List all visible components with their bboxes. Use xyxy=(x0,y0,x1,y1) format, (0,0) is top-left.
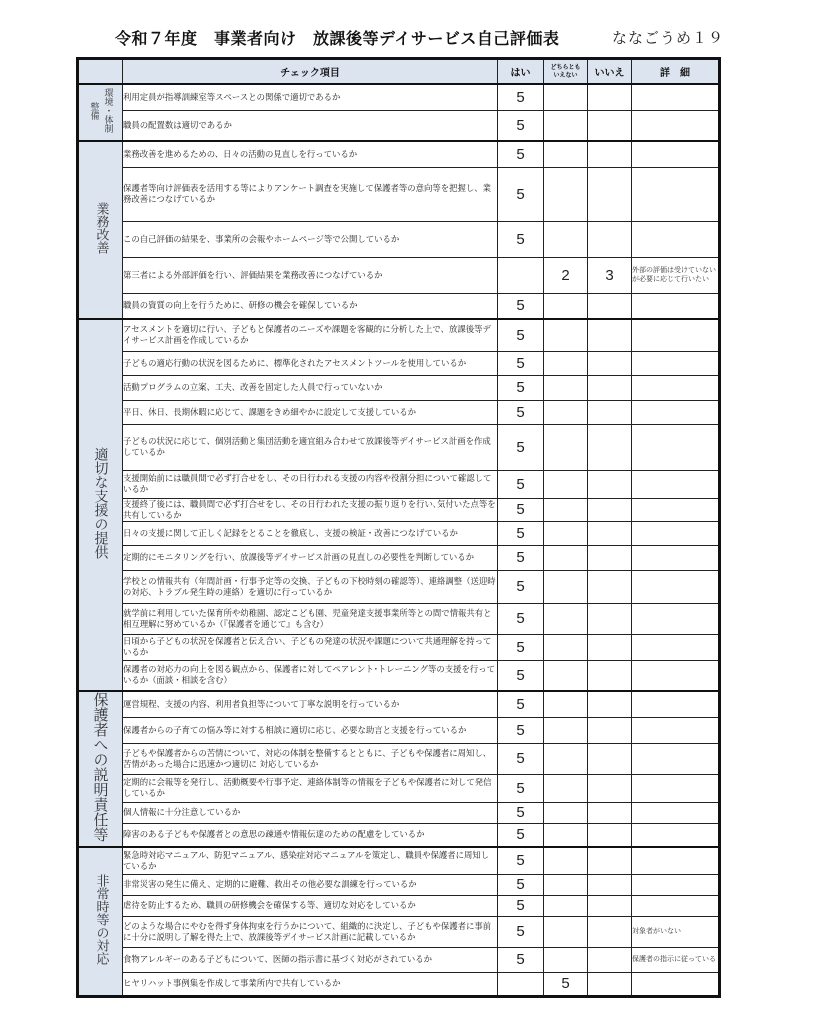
check-item-text: 運営規程、支援の内容、利用者負担等について丁寧な説明を行っているか xyxy=(123,691,498,718)
table-row xyxy=(78,603,720,634)
table-row xyxy=(78,570,720,603)
neither-value xyxy=(544,400,588,424)
no-value xyxy=(588,847,632,874)
section-label: 環境・体制整備 xyxy=(88,88,113,133)
header-detail: 詳 細 xyxy=(632,59,720,85)
check-item-text: 非常災害の発生に備え、定期的に避難、救出その他必要な訓練を行っているか xyxy=(123,874,498,895)
no-value xyxy=(588,400,632,424)
no-value xyxy=(588,802,632,823)
yes-value xyxy=(498,257,544,293)
neither-value xyxy=(544,895,588,916)
check-item-text: 保護者からの子育ての悩み等に対する相談に適切に応じ、必要な助言と支援を行っているか xyxy=(123,718,498,744)
detail-note xyxy=(632,167,720,221)
detail-note xyxy=(632,319,720,351)
table-row xyxy=(78,470,720,498)
neither-value xyxy=(544,375,588,400)
header-check-item: チェック項目 xyxy=(123,59,498,85)
yes-value: 5 xyxy=(498,424,544,470)
detail-note xyxy=(632,874,720,895)
detail-note xyxy=(632,110,720,141)
neither-value xyxy=(544,293,588,319)
yes-value: 5 xyxy=(498,916,544,947)
detail-note xyxy=(632,375,720,400)
check-item-text: 職員の資質の向上を行うために、研修の機会を確保しているか xyxy=(123,293,498,319)
table-row xyxy=(78,972,720,996)
detail-note xyxy=(632,660,720,691)
no-value xyxy=(588,744,632,774)
yes-value: 5 xyxy=(498,744,544,774)
detail-note xyxy=(632,351,720,375)
table-row xyxy=(78,545,720,570)
yes-value: 5 xyxy=(498,660,544,691)
neither-value xyxy=(544,744,588,774)
neither-value xyxy=(544,498,588,521)
header-section xyxy=(78,59,123,85)
yes-value: 5 xyxy=(498,545,544,570)
table-row xyxy=(78,660,720,691)
detail-note xyxy=(632,744,720,774)
no-value xyxy=(588,570,632,603)
section-label-cell xyxy=(78,847,123,996)
no-value xyxy=(588,498,632,521)
detail-note xyxy=(632,570,720,603)
neither-value xyxy=(544,84,588,110)
table-body xyxy=(78,84,720,996)
table-row xyxy=(78,400,720,424)
detail-note xyxy=(632,718,720,744)
check-item-text: ヒヤリハット事例集を作成して事業所内で共有しているか xyxy=(123,972,498,996)
table-row xyxy=(78,634,720,660)
detail-note: 保護者の指示に従っている xyxy=(632,947,720,972)
section-label: 業務改善 xyxy=(93,202,109,254)
no-value xyxy=(588,895,632,916)
section-label: 適切な支援の提供 xyxy=(92,447,109,559)
detail-note xyxy=(632,521,720,545)
neither-value xyxy=(544,570,588,603)
section-label-cell xyxy=(78,319,123,691)
no-value xyxy=(588,947,632,972)
yes-value: 5 xyxy=(498,110,544,141)
detail-note xyxy=(632,691,720,718)
detail-note xyxy=(632,603,720,634)
check-item-text: 第三者による外部評価を行い、評価結果を業務改善につなげているか xyxy=(123,257,498,293)
check-item-text: どのような場合にやむを得ず身体拘束を行うかについて、組織的に決定し、子どもや保護者に事前に十分に説明し了解を得た上で、放課後等デイサービス計画に記載しているか xyxy=(123,916,498,947)
neither-value xyxy=(544,424,588,470)
check-item-text: 障害のある子どもや保護者との意思の疎通や情報伝達のための配慮をしているか xyxy=(123,823,498,847)
neither-value xyxy=(544,691,588,718)
check-item-text: 就学前に利用していた保育所や幼稚園、認定こども園、児童発達支援事業所等との間で情報共有と相互理解に努めているか（『保護者を通じて』も含む） xyxy=(123,603,498,634)
neither-value xyxy=(544,221,588,257)
detail-note xyxy=(632,141,720,167)
detail-note xyxy=(632,400,720,424)
neither-value xyxy=(544,545,588,570)
neither-value xyxy=(544,774,588,802)
table-row xyxy=(78,293,720,319)
table-row xyxy=(78,874,720,895)
detail-note xyxy=(632,634,720,660)
section-label: 保護者への説明責任等 xyxy=(91,692,110,842)
check-item-text: 虐待を防止するため、職員の研修機会を確保する等、適切な対応をしているか xyxy=(123,895,498,916)
no-value xyxy=(588,167,632,221)
yes-value: 5 xyxy=(498,874,544,895)
yes-value: 5 xyxy=(498,351,544,375)
neither-value xyxy=(544,141,588,167)
neither-value: 2 xyxy=(544,257,588,293)
yes-value: 5 xyxy=(498,221,544,257)
table-row xyxy=(78,802,720,823)
check-item-text: アセスメントを適切に行い、子どもと保護者のニーズや課題を客観的に分析した上で、放課後等デイサービス計画を作成しているか xyxy=(123,319,498,351)
neither-value xyxy=(544,660,588,691)
no-value xyxy=(588,823,632,847)
no-value xyxy=(588,545,632,570)
detail-note xyxy=(632,293,720,319)
yes-value: 5 xyxy=(498,167,544,221)
neither-value xyxy=(544,916,588,947)
detail-note xyxy=(632,774,720,802)
yes-value: 5 xyxy=(498,84,544,110)
check-item-text: この自己評価の結果を、事業所の会報やホームページ等で公開しているか xyxy=(123,221,498,257)
neither-value xyxy=(544,351,588,375)
detail-note xyxy=(632,424,720,470)
yes-value: 5 xyxy=(498,470,544,498)
check-item-text: 個人情報に十分注意しているか xyxy=(123,802,498,823)
no-value xyxy=(588,603,632,634)
check-item-text: 食物アレルギーのある子どもについて、医師の指示書に基づく対応がされているか xyxy=(123,947,498,972)
detail-note xyxy=(632,802,720,823)
table-row xyxy=(78,691,720,718)
yes-value: 5 xyxy=(498,895,544,916)
table-row xyxy=(78,916,720,947)
table-row xyxy=(78,895,720,916)
self-evaluation-table xyxy=(76,57,721,998)
no-value: 3 xyxy=(588,257,632,293)
yes-value xyxy=(498,972,544,996)
detail-note xyxy=(632,847,720,874)
table-row xyxy=(78,498,720,521)
check-item-text: 子どもや保護者からの苦情について、対応の体制を整備するとともに、子どもや保護者に周知し、苦情があった場合に迅速かつ適切に 対応しているか xyxy=(123,744,498,774)
section-label-cell xyxy=(78,84,123,141)
table-row xyxy=(78,84,720,110)
table-row xyxy=(78,774,720,802)
check-item-text: 利用定員が指導訓練室等スペースとの関係で適切であるか xyxy=(123,84,498,110)
table-row xyxy=(78,167,720,221)
check-item-text: 保護者等向け評価表を活用する等によりアンケート調査を実施して保護者等の意向等を把握し、業務改善につなげているか xyxy=(123,167,498,221)
yes-value: 5 xyxy=(498,718,544,744)
yes-value: 5 xyxy=(498,847,544,874)
table-row xyxy=(78,110,720,141)
table-row xyxy=(78,718,720,744)
yes-value: 5 xyxy=(498,375,544,400)
no-value xyxy=(588,221,632,257)
table-row xyxy=(78,319,720,351)
no-value xyxy=(588,972,632,996)
neither-value xyxy=(544,823,588,847)
table-row xyxy=(78,141,720,167)
check-item-text: 学校との情報共有（年間計画・行事予定等の交換、子どもの下校時刻の確認等）、連絡調整（送迎時の対応、トラブル発生時の連絡）を適切に行っているか xyxy=(123,570,498,603)
no-value xyxy=(588,718,632,744)
header-no: いいえ xyxy=(588,59,632,85)
no-value xyxy=(588,774,632,802)
yes-value: 5 xyxy=(498,521,544,545)
neither-value xyxy=(544,634,588,660)
neither-value: 5 xyxy=(544,972,588,996)
neither-value xyxy=(544,603,588,634)
document-title: 令和７年度 事業者向け 放課後等デイサービス自己評価表 xyxy=(115,29,560,48)
header-neither: どちらとも いえない xyxy=(544,59,588,85)
no-value xyxy=(588,319,632,351)
yes-value: 5 xyxy=(498,802,544,823)
yes-value: 5 xyxy=(498,293,544,319)
no-value xyxy=(588,916,632,947)
detail-note xyxy=(632,221,720,257)
no-value xyxy=(588,110,632,141)
neither-value xyxy=(544,319,588,351)
detail-note xyxy=(632,895,720,916)
no-value xyxy=(588,293,632,319)
yes-value: 5 xyxy=(498,691,544,718)
yes-value: 5 xyxy=(498,570,544,603)
no-value xyxy=(588,84,632,110)
detail-note xyxy=(632,470,720,498)
check-item-text: 定期的に会報等を発行し、活動概要や行事予定、連絡体制等の情報を子どもや保護者に対して発信しているか xyxy=(123,774,498,802)
no-value xyxy=(588,141,632,167)
check-item-text: 定期的にモニタリングを行い、放課後等デイサービス計画の見直しの必要性を判断しているか xyxy=(123,545,498,570)
table-row xyxy=(78,521,720,545)
yes-value: 5 xyxy=(498,400,544,424)
check-item-text: 子どもの適応行動の状況を図るために、標準化されたアセスメントツールを使用しているか xyxy=(123,351,498,375)
table-header-row xyxy=(78,59,720,85)
yes-value: 5 xyxy=(498,603,544,634)
neither-value xyxy=(544,167,588,221)
no-value xyxy=(588,375,632,400)
detail-note xyxy=(632,545,720,570)
section-label-cell xyxy=(78,691,123,847)
neither-value xyxy=(544,802,588,823)
check-item-text: 保護者の対応力の向上を図る観点から、保護者に対してペアレント･トレーニング等の支援を行っているか（面談・相談を含む） xyxy=(123,660,498,691)
table-row xyxy=(78,375,720,400)
detail-note xyxy=(632,498,720,521)
yes-value: 5 xyxy=(498,947,544,972)
detail-note: 対象者がいない xyxy=(632,916,720,947)
yes-value: 5 xyxy=(498,634,544,660)
neither-value xyxy=(544,110,588,141)
no-value xyxy=(588,634,632,660)
check-item-text: 緊急時対応マニュアル、防犯マニュアル、感染症対応マニュアルを策定し、職員や保護者に周知しているか xyxy=(123,847,498,874)
check-item-text: 日頃から子どもの状況を保護者と伝え合い、子どもの発達の状況や課題について共通理解を持っているか xyxy=(123,634,498,660)
no-value xyxy=(588,424,632,470)
table-row xyxy=(78,823,720,847)
no-value xyxy=(588,351,632,375)
detail-note xyxy=(632,84,720,110)
organization-name: ななごうめ１９ xyxy=(612,29,725,47)
yes-value: 5 xyxy=(498,319,544,351)
detail-note xyxy=(632,823,720,847)
yes-value: 5 xyxy=(498,774,544,802)
yes-value: 5 xyxy=(498,823,544,847)
yes-value: 5 xyxy=(498,141,544,167)
yes-value: 5 xyxy=(498,498,544,521)
section-label: 非常時等の対応 xyxy=(93,873,109,965)
table-row xyxy=(78,424,720,470)
neither-value xyxy=(544,470,588,498)
neither-value xyxy=(544,521,588,545)
neither-value xyxy=(544,874,588,895)
table-row xyxy=(78,847,720,874)
table-row xyxy=(78,257,720,293)
table-row xyxy=(78,221,720,257)
neither-value xyxy=(544,718,588,744)
check-item-text: 平日、休日、長期休暇に応じて、課題をきめ細やかに設定して支援しているか xyxy=(123,400,498,424)
check-item-text: 日々の支援に関して正しく記録をとることを徹底し、支援の検証・改善につなげているか xyxy=(123,521,498,545)
detail-note: 外部の評価は受けていないが必要に応じて行いたい xyxy=(632,257,720,293)
header-yes: はい xyxy=(498,59,544,85)
check-item-text: 職員の配置数は適切であるか xyxy=(123,110,498,141)
check-item-text: 子どもの状況に応じて、個別活動と集団活動を適宜組み合わせて放課後等デイサービス計画を作成しているか xyxy=(123,424,498,470)
detail-note xyxy=(632,972,720,996)
no-value xyxy=(588,660,632,691)
no-value xyxy=(588,470,632,498)
section-label-cell xyxy=(78,141,123,319)
check-item-text: 支援開始前には職員間で必ず打合せをし、その日行われる支援の内容や役割分担について確認しているか xyxy=(123,470,498,498)
table-row xyxy=(78,947,720,972)
no-value xyxy=(588,691,632,718)
table-row xyxy=(78,744,720,774)
check-item-text: 支援終了後には、職員間で必ず打合せをし、その日行われた支援の振り返りを行い､気付いた点等を共有しているか xyxy=(123,498,496,520)
table-row xyxy=(78,351,720,375)
check-item-text: 活動プログラムの立案、工夫、改善を固定した人員で行っていないか xyxy=(123,375,498,400)
no-value xyxy=(588,874,632,895)
check-item-text: 業務改善を進めるための、日々の活動の見直しを行っているか xyxy=(123,141,498,167)
no-value xyxy=(588,521,632,545)
neither-value xyxy=(544,847,588,874)
neither-value xyxy=(544,947,588,972)
